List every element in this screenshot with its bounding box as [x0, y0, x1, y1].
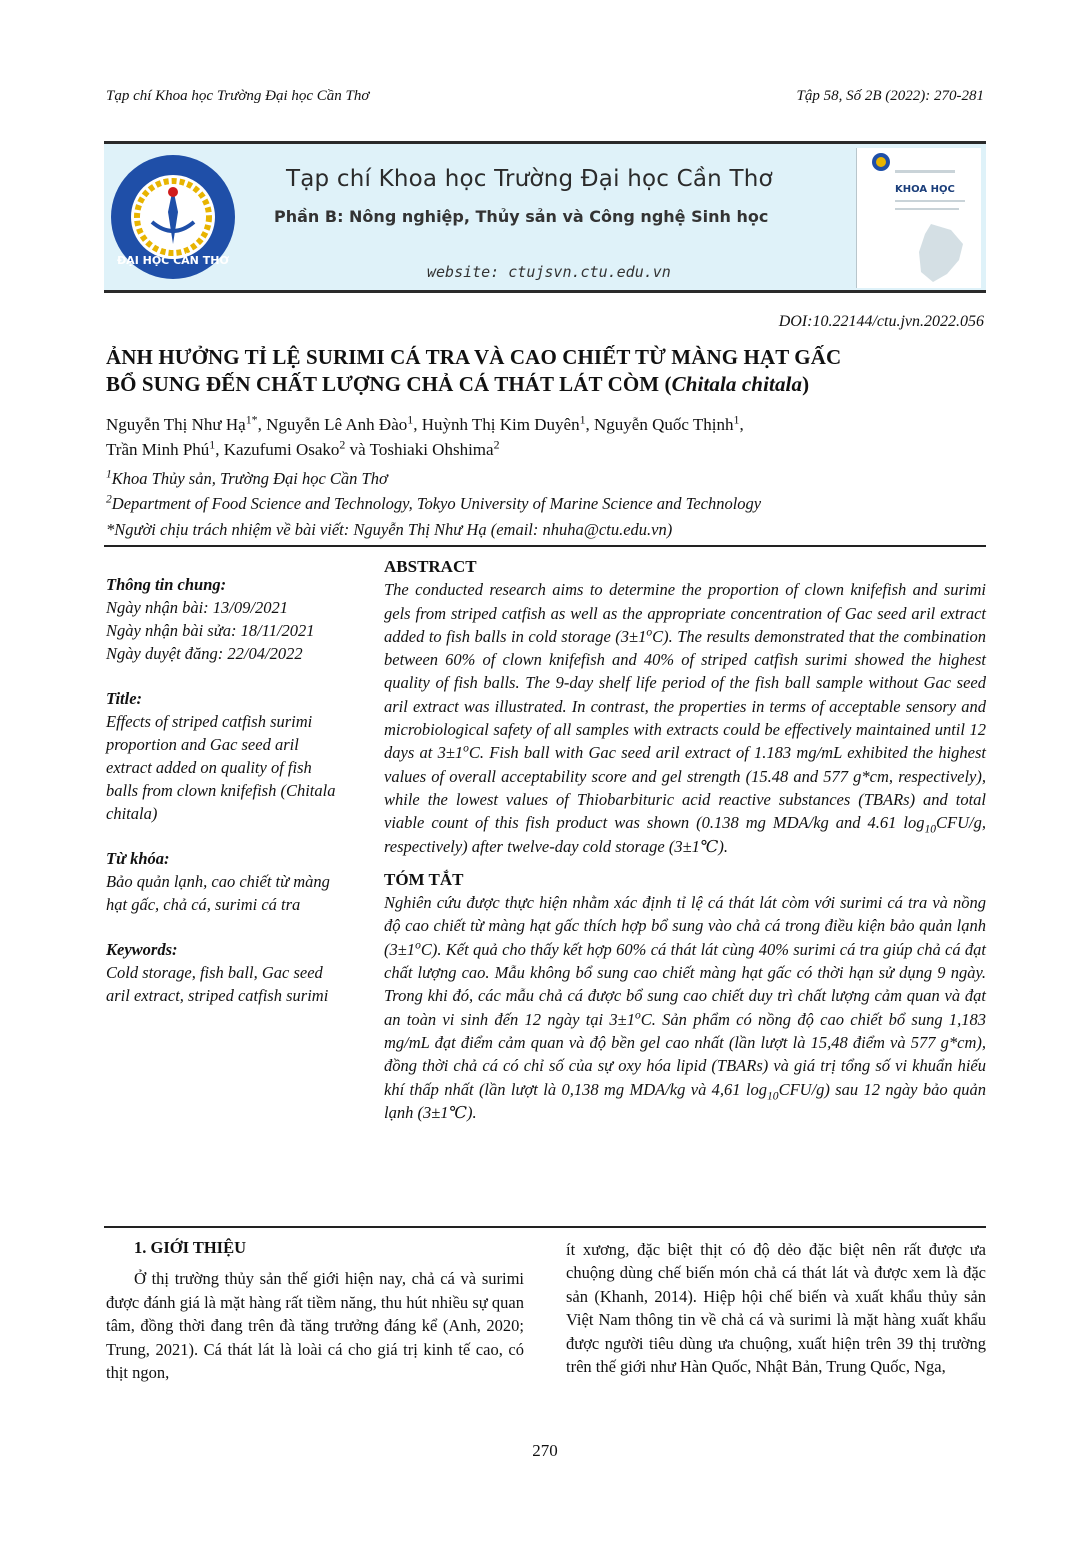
abstract-heading: ABSTRACT — [384, 557, 477, 576]
author: Trần Minh Phú — [106, 440, 210, 459]
cover-rule — [895, 170, 955, 173]
accepted-date: Ngày duyệt đăng: 22/04/2022 — [106, 644, 303, 663]
corresponding-author: *Người chịu trách nhiệm về bài viết: Nguyễn Thị Như Hạ (email: nhuha@ctu.edu.vn) — [106, 520, 673, 539]
cover-map-icon — [911, 222, 971, 284]
author: Nguyễn Thị Như Hạ — [106, 415, 246, 434]
intro-column-right — [566, 1238, 986, 1378]
received-date: Ngày nhận bài: 13/09/2021 — [106, 598, 288, 617]
affiliation-2: $^2$Department of Food Science and Technology, Tokyo University of Marine Science and Technology — [106, 493, 762, 513]
revised-date: Ngày nhận bài sửa: 18/11/2021 — [106, 621, 315, 640]
running-header-volume: Tập 58, Số 2B (2022): 270-281 — [796, 88, 984, 104]
tom-tat-heading: TÓM TẮT — [384, 869, 464, 889]
mini-seal-icon — [871, 152, 891, 172]
affiliation-1: $^1$Khoa Thủy sản, Trường Đại học Cần Thơ — [106, 468, 388, 488]
banner-section-subtitle: Phần B: Nông nghiệp, Thủy sản và Công nghệ Sinh học — [274, 207, 769, 226]
abstract-rule — [104, 1226, 986, 1228]
author: Nguyễn Quốc Thịnh — [594, 415, 734, 434]
title-line-2: BỔ SUNG ĐẾN CHẤT LƯỢNG CHẢ CÁ THÁT LÁT CÒM (Chitala chitala) — [106, 372, 810, 396]
en-title-heading: Title: — [106, 689, 143, 708]
cover-title: KHOA HỌC — [895, 184, 955, 195]
page-number: 270 — [532, 1441, 558, 1460]
article-info-sidebar — [106, 573, 361, 1007]
author: Toshiaki Ohshima — [369, 440, 494, 459]
author: Kazufumi Osako — [223, 440, 340, 459]
species-name: Chitala chitala — [671, 372, 803, 396]
author: Huỳnh Thị Kim Duyên — [421, 415, 580, 434]
doi[interactable]: DOI:10.22144/ctu.jvn.2022.056 — [778, 313, 984, 330]
vi-keywords: Bảo quản lạnh, cao chiết từ màng hạt gấc, chả cá, surimi cá tra — [106, 872, 330, 914]
intro-heading: 1. GIỚI THIỆU — [134, 1238, 247, 1257]
title-line-1: ẢNH HƯỞNG TỈ LỆ SURIMI CÁ TRA VÀ CAO CHIẾT TỪ MÀNG HẠT GẤC — [106, 345, 842, 369]
abstract-section — [384, 555, 986, 1124]
en-keywords-heading: Keywords: — [106, 940, 178, 959]
journal-banner — [104, 141, 986, 293]
svg-text:ĐẠI HỌC CẦN THƠ: ĐẠI HỌC CẦN THƠ — [116, 254, 230, 267]
authors-joiner: và — [349, 440, 366, 459]
intro-paragraph: Ở thị trường thủy sản thế giới hiện nay, chả cá và surimi được đánh giá là mặt hàng rất tiềm năng, thu hút nhiều sự quan tâm, đồng thời đang trên đà tăng trưởng đáng kể (Anh, 2020; Trung, 2021). Cá thát lát là loài cá cho giá trị kinh tế cao, có thịt ngon, — [106, 1269, 524, 1383]
abstract-text: The conducted research aims to determine the proportion of clown knifefish and surimi gels from striped catfish as well as the appropriate concentration of Gac seed aril extract added to fish balls in cold storage $(3\pm 1^oC)$. The results demonstrated that the combination between 60% of clown knifefish and 40% of striped catfish surimi showed the highest quality of fish balls. The 9-day shelf life period of the fish ball sample without Gac seed aril extract was illustrated. In contrast, the properties in terms of acceptable sensory and microbiological safety of all samples with extracts could be effectively maintained until 12 days at $3\pm 1^oC$. Fish ball with Gac seed aril extract of 1.183 mg/mL exhibited the highest values of overall acceptability score and gel strength (15.48 and 577 g*cm, respectively), while the lowest values of Thiobarbituric acid reactive substances (TBARs) and total viable count of this fish product was shown (0.138 mg MDA/kg and 4.61 $\log_{10}CFU/g$, respectively) after twelve-day cold storage (3±1℃). — [384, 580, 986, 856]
cover-line — [895, 200, 965, 202]
vi-keywords-heading: Từ khóa: — [106, 849, 170, 868]
article-title — [106, 344, 986, 398]
journal-cover-thumbnail — [856, 148, 981, 288]
intro-paragraph: ít xương, đặc biệt thịt có độ dẻo đặc biệt nên rất được ưa chuộng dùng chế biến món chả cá thát lát và được xem là đặc sản (Khanh, 2014). Hiệp hội chế biến và xuất khẩu thủy sản Việt Nam thông tin về chả cá và surimi là mặt hàng xuất khẩu được người tiêu dùng ưa chuộng, xuất hiện trên 39 thị trường trên thế giới như Hàn Quốc, Nhật Bản, Trung Quốc, Nga, — [566, 1240, 986, 1377]
intro-column-left — [106, 1236, 524, 1384]
cover-line — [895, 208, 959, 210]
author-list: Nguyễn Thị Như Hạ$^{1*}$, Nguyễn Lê Anh Đào$^1$, Huỳnh Thị Kim Duyên$^1$, Nguyễn Quốc Thịnh$^1$, Trần Minh Phú$^1$, Kazufumi Osako$^2$ và Toshiaki Ohshima$^2$ — [106, 412, 744, 459]
university-seal-logo — [108, 152, 238, 282]
author: Nguyễn Lê Anh Đào — [266, 415, 408, 434]
banner-journal-title: Tạp chí Khoa học Trường Đại học Cần Thơ — [286, 166, 773, 192]
info-heading: Thông tin chung: — [106, 575, 227, 594]
tom-tat-text: Nghiên cứu được thực hiện nhằm xác định tỉ lệ cá thát lát còm với surimi cá tra và nồng độ cao chiết từ màng hạt gấc thích hợp bổ sung vào chả cá trong điều kiện bảo quản lạnh $(3\pm 1^oC)$. Kết quả cho thấy kết hợp 60% cá thát lát cùng 40% surimi cá tra giúp chả cá đạt chất lượng cao. Mẫu không bổ sung cao chiết màng hạt gấc có thời hạn sử dụng 9 ngày. Trong khi đó, các mẫu chả cá được bổ sung cao chiết duy trì chất lượng cảm quan và đạt an toàn vi sinh đến 12 ngày tại $3\pm 1^oC$. Sản phẩm có nồng độ cao chiết bổ sung 1,183 mg/mL đạt điểm cảm quan và độ bền gel cao nhất (lần lượt là 15,48 điểm và 577 g*cm), đồng thời chả cá có chỉ số của sự oxy hóa lipid (TBARs) và giá trị tổng số vi khuẩn hiếu khí thấp nhất (lần lượt là 0,138 mg MDA/kg và 4,61 $\log_{10}CFU/g$) sau 12 ngày bảo quản lạnh (3±1℃). — [384, 893, 986, 1122]
header-rule — [104, 545, 986, 547]
banner-website[interactable]: website: ctujsvn.ctu.edu.vn — [427, 263, 671, 281]
en-title-text: Effects of striped catfish surimi proportion and Gac seed aril extract added on quality of fish balls from clown knifefish (Chitala chitala) — [106, 712, 336, 823]
en-keywords: Cold storage, fish ball, Gac seed aril extract, striped catfish surimi — [106, 963, 329, 1005]
running-header-journal: Tạp chí Khoa học Trường Đại học Cần Thơ — [106, 88, 370, 104]
